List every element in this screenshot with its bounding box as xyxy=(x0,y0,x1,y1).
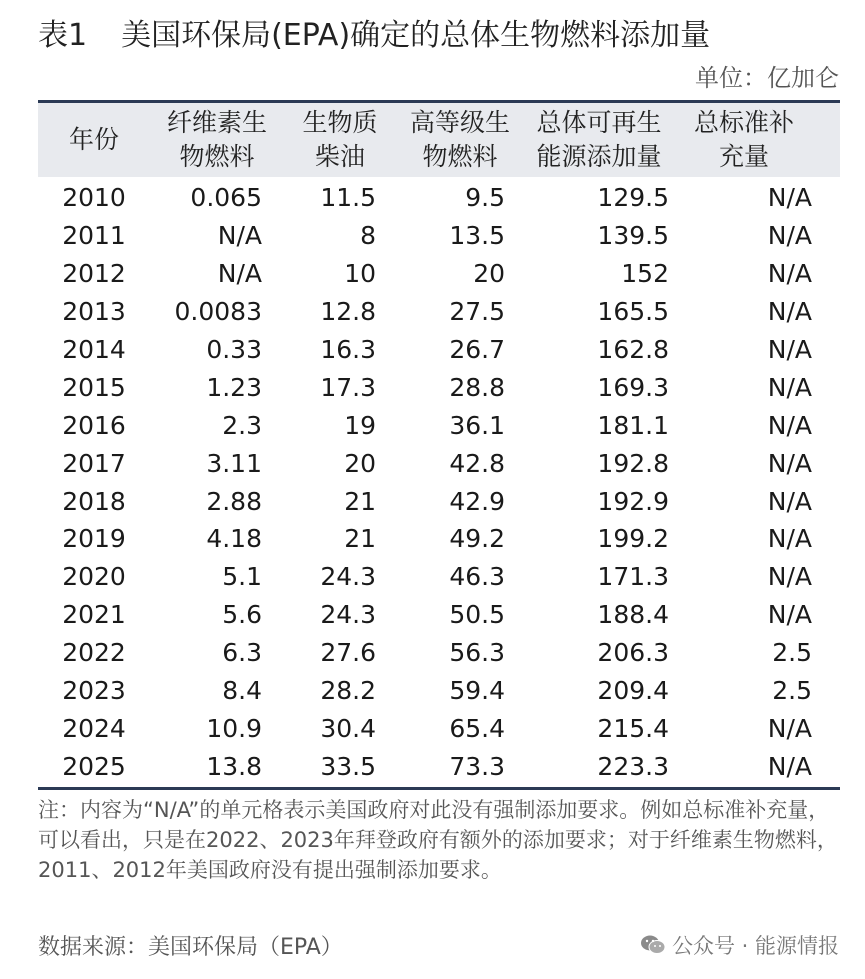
header-total-renewable: 总体可再生 能源添加量 xyxy=(536,108,662,171)
cell-total-renewable: 162.8 xyxy=(597,335,669,364)
cell-total-renewable: 192.9 xyxy=(597,486,669,516)
cell-year: 2020 xyxy=(62,562,126,592)
cell-biodiesel: 11.5 xyxy=(320,183,376,213)
watermark-text: 公众号 · 能源情报 xyxy=(671,934,839,958)
cell-cellulosic: 0.0083 xyxy=(174,297,262,327)
cell-total-renewable: 192.8 xyxy=(597,448,669,478)
cell-supplemental: 2.5 xyxy=(772,676,812,706)
cell-cellulosic: 1.23 xyxy=(206,372,262,402)
cell-biodiesel: 27.6 xyxy=(320,638,376,668)
header-biodiesel: 生物质 柴油 xyxy=(302,108,378,171)
cell-advanced: 28.8 xyxy=(449,372,505,402)
watermark xyxy=(640,930,839,960)
cell-year: 2018 xyxy=(62,486,126,516)
cell-supplemental: N/A xyxy=(767,448,812,478)
header-cellulosic: 纤维素生 物燃料 xyxy=(166,108,267,171)
cell-supplemental: N/A xyxy=(767,600,812,630)
cell-total-renewable: 171.3 xyxy=(597,562,669,592)
cell-year: 2015 xyxy=(62,372,126,402)
table-row xyxy=(38,255,840,293)
cell-year: 2022 xyxy=(62,638,126,668)
cell-biodiesel: 19 xyxy=(344,410,376,440)
cell-supplemental: N/A xyxy=(767,524,812,554)
wechat-icon xyxy=(640,934,666,956)
cell-advanced: 50.5 xyxy=(449,600,505,630)
cell-year: 2023 xyxy=(62,676,126,706)
cell-total-renewable: 188.4 xyxy=(597,600,669,630)
data-source: 数据来源：美国环保局（EPA） xyxy=(38,935,343,960)
cell-total-renewable: 215.4 xyxy=(597,713,669,743)
cell-biodiesel: 30.4 xyxy=(320,713,376,743)
cell-biodiesel: 24.3 xyxy=(320,562,376,592)
cell-advanced: 49.2 xyxy=(449,524,505,554)
cell-supplemental: N/A xyxy=(767,410,812,440)
table-row xyxy=(38,709,840,747)
cell-biodiesel: 16.3 xyxy=(320,335,376,364)
table-header xyxy=(38,103,840,177)
cell-biodiesel: 33.5 xyxy=(320,751,376,781)
table-row xyxy=(38,293,840,331)
table-title xyxy=(38,10,710,54)
cell-cellulosic: 2.3 xyxy=(222,410,262,440)
table-row xyxy=(38,672,840,710)
cell-supplemental: N/A xyxy=(767,486,812,516)
cell-advanced: 20 xyxy=(473,259,505,289)
cell-advanced: 65.4 xyxy=(449,713,505,743)
cell-year: 2025 xyxy=(62,751,126,781)
table-body xyxy=(38,177,840,787)
cell-total-renewable: 169.3 xyxy=(597,372,669,402)
unit-label: 单位：亿加仑 xyxy=(695,64,839,92)
cell-biodiesel: 28.2 xyxy=(320,676,376,706)
cell-total-renewable: 165.5 xyxy=(597,297,669,327)
cell-advanced: 27.5 xyxy=(449,297,505,327)
data-table xyxy=(38,100,840,790)
table-number: 表1 xyxy=(38,18,88,53)
cell-total-renewable: 139.5 xyxy=(597,221,669,251)
cell-year: 2010 xyxy=(62,183,126,213)
table-row xyxy=(38,406,840,444)
cell-advanced: 13.5 xyxy=(449,221,505,251)
header-year: 年份 xyxy=(68,125,119,154)
cell-year: 2011 xyxy=(62,221,126,251)
cell-cellulosic: N/A xyxy=(217,221,262,251)
cell-advanced: 42.8 xyxy=(449,448,505,478)
cell-supplemental: N/A xyxy=(767,713,812,743)
cell-advanced: 26.7 xyxy=(449,335,505,364)
cell-cellulosic: 5.6 xyxy=(222,600,262,630)
cell-supplemental: N/A xyxy=(767,183,812,213)
bottom-rule xyxy=(38,787,840,790)
cell-total-renewable: 223.3 xyxy=(597,751,669,781)
cell-advanced: 46.3 xyxy=(449,562,505,592)
cell-year: 2012 xyxy=(62,259,126,289)
cell-cellulosic: 13.8 xyxy=(206,751,262,781)
cell-supplemental: N/A xyxy=(767,259,812,289)
table-row xyxy=(38,331,840,369)
cell-cellulosic: 2.88 xyxy=(206,486,262,516)
table-row xyxy=(38,634,840,672)
table-row xyxy=(38,520,840,558)
table-row xyxy=(38,596,840,634)
cell-biodiesel: 17.3 xyxy=(320,372,376,402)
cell-supplemental: N/A xyxy=(767,221,812,251)
cell-biodiesel: 12.8 xyxy=(320,297,376,327)
cell-advanced: 56.3 xyxy=(449,638,505,668)
table-row xyxy=(38,747,840,785)
table-note: 注：内容为“N/A”的单元格表示美国政府对此没有强制添加要求。例如总标准补充量，可以看出，只是在2022、2023年拜登政府有额外的添加要求；对于纤维素生物燃料，2011、2012年美国政府没有提出强制添加要求。 xyxy=(38,798,838,882)
cell-cellulosic: 5.1 xyxy=(222,562,262,592)
table-row xyxy=(38,217,840,255)
cell-biodiesel: 24.3 xyxy=(320,600,376,630)
cell-year: 2024 xyxy=(62,713,126,743)
header-advanced: 高等级生 物燃料 xyxy=(409,108,510,171)
cell-total-renewable: 209.4 xyxy=(597,676,669,706)
cell-supplemental: N/A xyxy=(767,335,812,364)
cell-year: 2019 xyxy=(62,524,126,554)
cell-biodiesel: 21 xyxy=(344,486,376,516)
cell-supplemental: N/A xyxy=(767,372,812,402)
cell-total-renewable: 206.3 xyxy=(597,638,669,668)
cell-cellulosic: 8.4 xyxy=(222,676,262,706)
cell-advanced: 36.1 xyxy=(449,410,505,440)
cell-advanced: 9.5 xyxy=(465,183,505,213)
table-row xyxy=(38,179,840,217)
cell-cellulosic: 0.33 xyxy=(206,335,262,364)
cell-biodiesel: 21 xyxy=(344,524,376,554)
cell-supplemental: N/A xyxy=(767,562,812,592)
table-row xyxy=(38,368,840,406)
cell-supplemental: N/A xyxy=(767,751,812,781)
cell-cellulosic: 6.3 xyxy=(222,638,262,668)
cell-biodiesel: 20 xyxy=(344,448,376,478)
cell-cellulosic: N/A xyxy=(217,259,262,289)
cell-cellulosic: 3.11 xyxy=(206,448,262,478)
cell-year: 2013 xyxy=(62,297,126,327)
cell-year: 2014 xyxy=(62,335,126,364)
cell-cellulosic: 0.065 xyxy=(190,183,262,213)
cell-supplemental: N/A xyxy=(767,297,812,327)
cell-advanced: 73.3 xyxy=(449,751,505,781)
cell-biodiesel: 8 xyxy=(360,221,376,251)
cell-year: 2016 xyxy=(62,410,126,440)
cell-supplemental: 2.5 xyxy=(772,638,812,668)
cell-year: 2021 xyxy=(62,600,126,630)
cell-biodiesel: 10 xyxy=(344,259,376,289)
table-row xyxy=(38,482,840,520)
cell-total-renewable: 152 xyxy=(621,259,669,289)
cell-cellulosic: 10.9 xyxy=(206,713,262,743)
cell-total-renewable: 181.1 xyxy=(597,410,669,440)
cell-advanced: 59.4 xyxy=(449,676,505,706)
table-row xyxy=(38,558,840,596)
cell-total-renewable: 199.2 xyxy=(597,524,669,554)
cell-total-renewable: 129.5 xyxy=(597,183,669,213)
cell-year: 2017 xyxy=(62,448,126,478)
cell-cellulosic: 4.18 xyxy=(206,524,262,554)
table-title-text: 美国环保局(EPA)确定的总体生物燃料添加量 xyxy=(121,18,711,53)
cell-advanced: 42.9 xyxy=(449,486,505,516)
table-row xyxy=(38,444,840,482)
header-supplemental: 总标准补 充量 xyxy=(693,108,794,171)
